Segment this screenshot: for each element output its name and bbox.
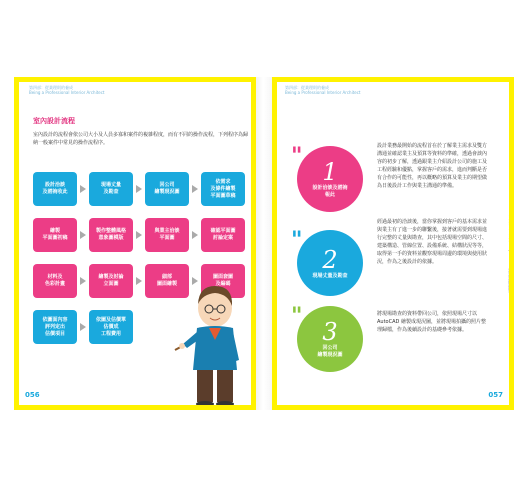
arrow-right-icon	[136, 231, 142, 239]
arrow-right-icon	[80, 231, 86, 239]
arrow-right-icon	[136, 277, 142, 285]
teacher-illustration	[173, 278, 243, 410]
book-spine	[256, 77, 272, 410]
step-number: 3	[322, 318, 338, 346]
step-3-circle	[297, 306, 363, 372]
section-title: 室內設計流程	[33, 117, 75, 125]
right-page-header: 第四部：從業理則的養成 Being a Professional Interior Architect	[285, 85, 361, 95]
flow-step-13: 依圖面內容 評列定出 估價項目	[33, 310, 77, 344]
step-number: 1	[322, 158, 338, 186]
flow-step-6: 製作整體風格 意象圖模版	[89, 218, 133, 252]
flow-step-12: 圖面套圖 及編碼	[201, 264, 245, 298]
step-number: 2	[322, 245, 338, 274]
step-2-circle	[297, 230, 363, 296]
arrow-right-icon	[192, 185, 198, 193]
flow-step-10: 繪製及討論 立面圖	[89, 264, 133, 298]
step-caption: 現場丈量及勘查	[312, 272, 348, 279]
page-number: 057	[488, 391, 503, 399]
quote-mark-icon: "	[291, 143, 303, 169]
right-page	[272, 77, 514, 410]
step-caption: 設計洽談及諮詢 報此	[312, 185, 348, 198]
step-1-circle	[297, 146, 363, 212]
side-section-label: PART 4 業務設計流程	[508, 196, 513, 242]
step-caption: 回公司 繪製現況圖	[317, 345, 343, 358]
step-1-text: 設計業務最開始的流程首在於了解業主需求及雙方溝通並確認業主及預算等資料的準確，透過會談內容的初步了解，透過跟業主介紹設計公司的施工及工程經驗和優點，掌握客戶的需求，進而判斷是否有合作的可能性，再以概略的預算及業主的期望做為日後設計工作與業主溝通的準備。	[377, 143, 488, 189]
arrow-right-icon	[192, 231, 198, 239]
flow-step-7: 與業主洽談 平面圖	[145, 218, 189, 252]
quote-mark-icon: "	[291, 303, 303, 329]
page-number: 056	[25, 391, 40, 399]
arrow-right-icon	[136, 185, 142, 193]
flow-step-8: 確認平面圖 討論定案	[201, 218, 245, 252]
arrow-right-icon	[80, 185, 86, 193]
flow-step-2: 現場丈量 及勘查	[89, 172, 133, 206]
left-page	[14, 77, 256, 410]
flow-step-14: 依圖及估價單 估價成 工程費用	[89, 310, 133, 344]
flow-step-5: 繪製 平面圖初稿	[33, 218, 77, 252]
side-chapter-label: Chapter 1 — 設計流程總覽	[508, 242, 513, 293]
quote-mark-icon: "	[291, 227, 303, 253]
left-page-header: 第四部：從業理則的養成 Being a Professional Interior Architect	[29, 85, 105, 95]
flow-step-3: 回公司 繪製現況圖	[145, 172, 189, 206]
flow-step-4: 依需求 及條件繪製 平面圖草稿	[201, 172, 245, 206]
arrow-right-icon	[80, 277, 86, 285]
flow-step-1: 設計洽談 及諮詢收此	[33, 172, 77, 206]
flow-step-11: 細部 圖面繪製	[145, 264, 189, 298]
flow-step-9: 材料及 色彩計畫	[33, 264, 77, 298]
step-3-text: 將現場勘查的資料帶回公司，依照現場尺寸以 AutoCAD 繪製成現況圖，並將現場拍攝的照片整理歸檔，作為後續設計的基礎參考依據。	[377, 311, 486, 333]
intro-paragraph: 室內設計的流程會依公司大小及人員多寡和案件的複雜程度，而有不同的操作流程，下列程序為歸納一般案件中常見的操作流程序。	[33, 132, 249, 146]
step-2-text: 經過最初的洽談後，當你掌握到客戶的基本需求並與業主有了進一步的聯繫後，接著就需要到現場進行完整的丈量與勘查，其中包括現場空間的尺寸、建築構造、管線位置、設備系統、結構狀況等等，取得第一手的資料並觀察現場周邊的環境與使用狀況，作為之後設計的依據。	[377, 219, 488, 265]
arrow-right-icon	[80, 323, 86, 331]
